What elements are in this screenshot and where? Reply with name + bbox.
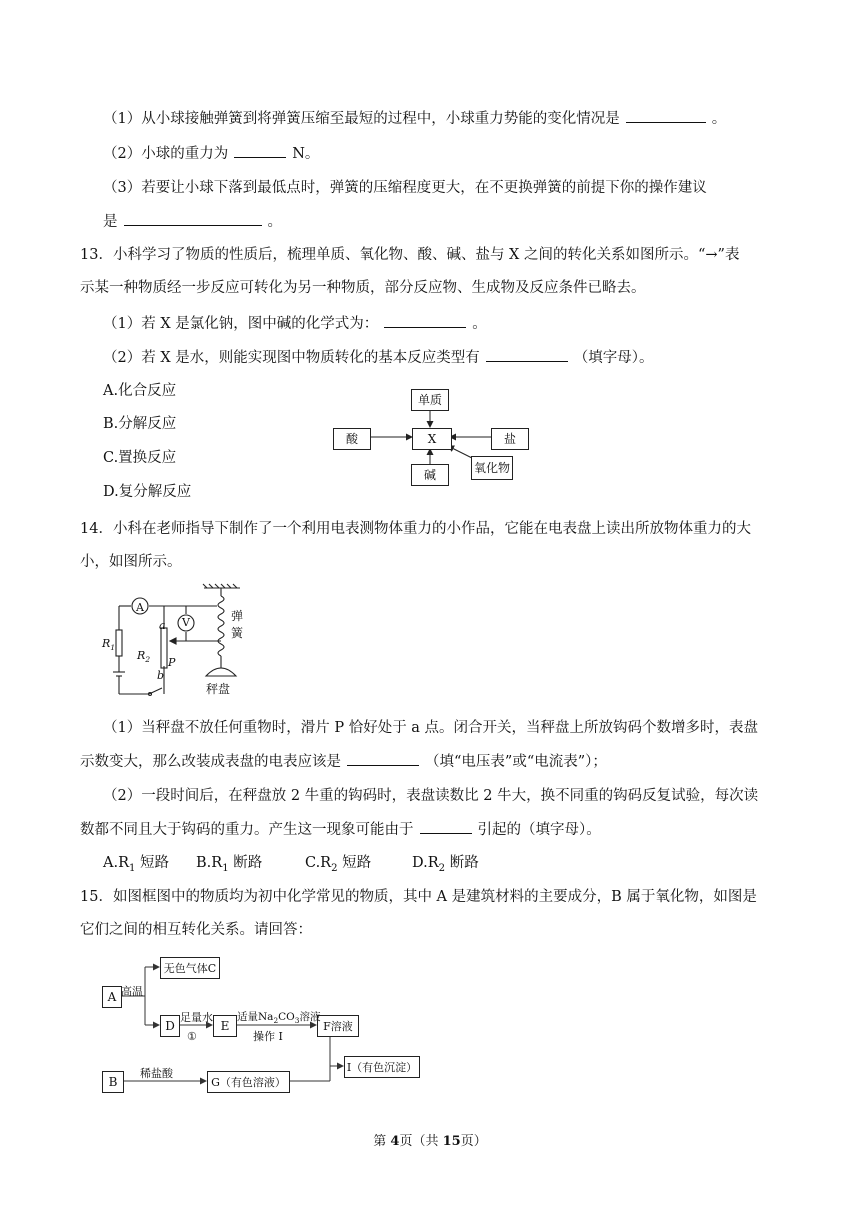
q13-option-b: B.分解反应 (103, 416, 177, 432)
q12-sub2-text: （2）小球的重力为 (103, 146, 229, 162)
q13-option-c: C.置换反应 (103, 450, 177, 466)
r2-label: $R_2$ (137, 649, 151, 665)
node-base: 碱 (411, 464, 449, 486)
q12-sub3-text2: 是 (103, 214, 118, 230)
q14-sub2-text2: 数都不同且大于钩码的重力。产生这一现象可能由于 (80, 822, 414, 838)
node-g: G（有色溶液） (207, 1071, 290, 1093)
node-element: 单质 (411, 389, 449, 411)
q14-sub1-line1: （1）当秤盘不放任何重物时，滑片 P 恰好处于 a 点。闭合开关，当秤盘上所放钩码个数增多时，表盘 (103, 720, 759, 736)
q15-stem-line1: 15．如图框图中的物质均为初中化学常见的物质，其中 A 是建筑材料的主要成分，B 属于氧化物，如图是 (80, 889, 757, 905)
point-b-label: b (157, 669, 165, 682)
q14-sub2-line1: （2）一段时间后，在秤盘放 2 牛重的钩码时，表盘读数比 2 牛大，换不同重的钩码反复试验，每次读 (103, 788, 759, 804)
q12-sub3: （3）若要让小球下落到最低点时，弹簧的压缩程度更大，在不更换弹簧的前提下你的操作建议 (103, 180, 707, 196)
node-acid: 酸 (333, 428, 371, 450)
q12-sub3-end: 。 (267, 214, 282, 230)
q13-sub1-text: （1）若 X 是氯化钠，图中碱的化学式为： (103, 316, 379, 332)
node-b: B (102, 1071, 124, 1093)
q14-option-a: $A.R_1$ 短路 (103, 855, 170, 874)
spring-label-1: 弹 (231, 609, 244, 623)
q14-stem-line2: 小，如图所示。 (80, 554, 182, 570)
q12-sub1-text: （1）从小球接触弹簧到将弹簧压缩至最短的过程中，小球重力势能的变化情况是 (103, 111, 620, 127)
label-step1: ① (187, 1030, 197, 1043)
q13-option-d: D.复分解反应 (103, 484, 192, 500)
q13-sub1-end: 。 (472, 316, 487, 332)
q14-option-d: $D.R_2$ 断路 (412, 855, 479, 874)
node-oxide: 氧化物 (471, 456, 513, 480)
node-salt: 盐 (491, 428, 529, 450)
label-na2co3: 适量$Na_2CO_3$溶液 (237, 1011, 321, 1026)
point-a-label: a (159, 619, 166, 632)
q14-option-c: $C.R_2$ 短路 (305, 855, 372, 874)
q14-sub2-end: 引起的（填字母）。 (477, 822, 601, 838)
q15-stem-line2: 它们之间的相互转化关系。请回答： (80, 922, 312, 938)
label-operation: 操作 I (253, 1030, 283, 1043)
q13-stem-line2: 示某一种物质经一步反应可转化为另一种物质，部分反应物、生成物及反应条件已略去。 (80, 280, 646, 296)
node-f: F溶液 (317, 1015, 359, 1037)
q14-sub1-end: （填“电压表”或“电流表”）； (425, 754, 607, 770)
q13-sub2-text: （2）若 X 是水，则能实现图中物质转化的基本反应类型有 (103, 350, 480, 366)
voltmeter-label: V (182, 616, 190, 629)
label-high-temp: 高温 (121, 985, 143, 998)
slider-p-label: P (168, 656, 176, 669)
q14-stem-line1: 14．小科在老师指导下制作了一个利用电表测物体重力的小作品，它能在电表盘上读出所放物体重力的大 (80, 521, 751, 537)
r1-label: $R_1$ (102, 637, 116, 653)
page-number: 4 (390, 1134, 400, 1149)
node-a: A (102, 986, 122, 1008)
node-e: E (213, 1015, 237, 1037)
node-d: D (160, 1015, 180, 1037)
ammeter-label: A (136, 601, 144, 614)
node-i: I（有色沉淀） (344, 1056, 420, 1078)
q13-stem-line1: 13．小科学习了物质的性质后，梳理单质、氧化物、酸、碱、盐与 X 之间的转化关系如图所示。“→”表 (80, 247, 740, 263)
page-total: 15 (442, 1134, 461, 1149)
label-water: 足量水 (180, 1011, 213, 1024)
q13-option-a: A.化合反应 (103, 383, 177, 399)
q14-sub1-text2: 示数变大，那么改装成表盘的电表应该是 (80, 754, 341, 770)
q12-sub2-end: N。 (292, 146, 320, 162)
pan-label: 秤盘 (206, 682, 231, 696)
page-footer: 第 4页（共 15页） (373, 1134, 487, 1149)
q12-sub1-end: 。 (711, 111, 727, 127)
q13-sub2-end: （填字母）。 (573, 350, 654, 366)
node-c: 无色气体C (160, 957, 220, 979)
node-x: X (412, 428, 452, 450)
spring-label-2: 簧 (231, 626, 244, 640)
label-hcl: 稀盐酸 (140, 1067, 173, 1080)
q14-option-b: $B.R_1$ 断路 (196, 855, 263, 874)
